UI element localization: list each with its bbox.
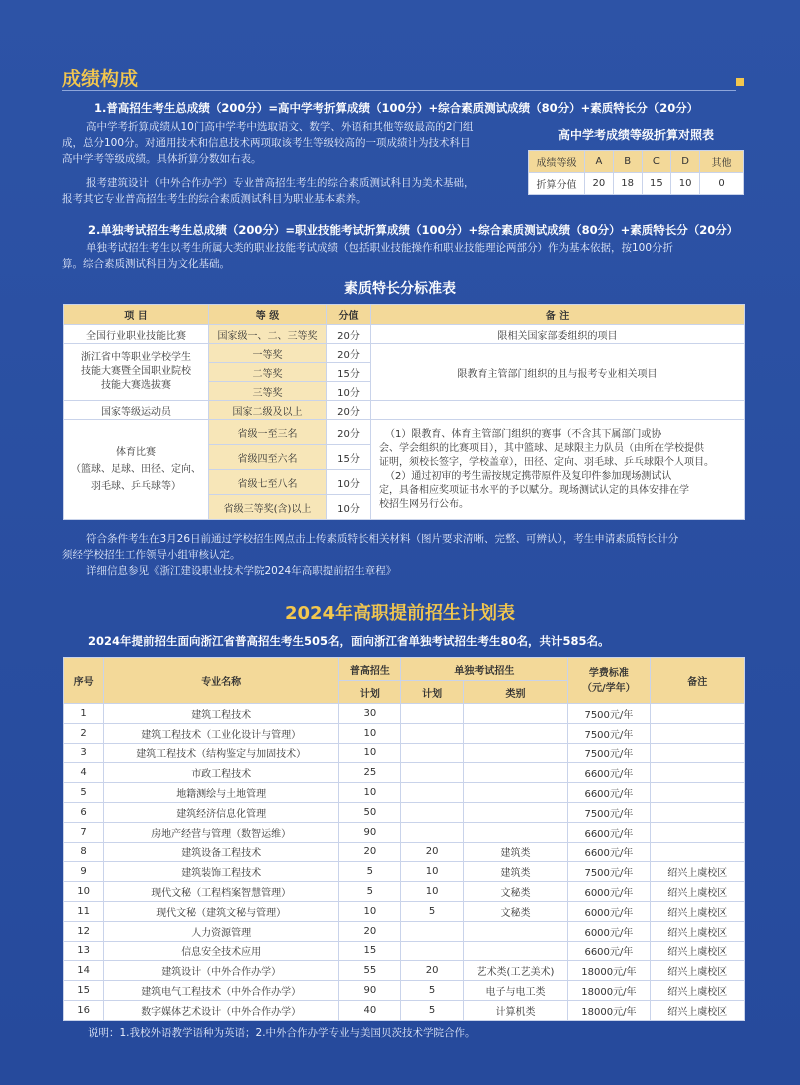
table-cell: 6000元/年 [568,901,650,921]
table-cell [463,743,567,763]
table-cell: 计算机类 [463,1000,567,1020]
table-cell [401,802,463,822]
part2-heading: 2.单独考试招生考生总成绩（200分）=职业技能考试折算成绩（100分）+综合素质测试成绩（80分）+素质特长分（20分） [88,223,739,237]
table-cell: 10 [401,882,463,902]
table-cell: 建筑装饰工程技术 [104,862,339,882]
table-cell: 20 [401,842,463,862]
table-cell: 现代文秘（建筑文秘与管理） [104,901,339,921]
table-cell: 3 [64,743,104,763]
table-cell [463,723,567,743]
table-cell: 绍兴上虞校区 [650,961,744,981]
table-cell [650,802,744,822]
table-cell: 11 [64,901,104,921]
table-cell [401,723,463,743]
section-rule-marker [736,78,744,86]
table-cell: 10 [339,901,401,921]
table-cell [463,763,567,783]
part1-heading: 1.普高招生考生总成绩（200分）=高中学考折算成绩（100分）+综合素质测试成绩（80分）+素质特长分（20分） [94,101,699,115]
plan-title: 2024年高职提前招生计划表 [284,603,516,624]
table-cell: 绍兴上虞校区 [650,921,744,941]
table-cell: 信息安全技术应用 [104,941,339,961]
table-cell [401,763,463,783]
table-cell [401,921,463,941]
table-cell: 建筑类 [463,842,567,862]
table-cell [401,743,463,763]
table-cell: 14 [64,961,104,981]
table-cell: 6600元/年 [568,763,650,783]
table-row [64,862,745,882]
table-cell: 18000元/年 [568,981,650,1001]
special-table: 项 目 等 级 分值 备 注 全国行业职业技能比赛 国家级一、二、三等奖 20分 限相关国家部委组织的项目 浙江省中等职业学校学生 技能大赛暨全国职业院校 技能大赛选拔赛 一等奖 20分 限教育主管部门组织的且与报考专业相关项目 二等奖 15分 三等奖 10分 国家等级运动员 国家二级及以上 20分 体育比赛 （篮球、足球、田径、定向、 羽毛球、乒乓球等） 省级一至三名 20分 （1）限教育、体育主管部门组织的赛事（不含其下属部门或协 会、学会组织的比赛项目），其中篮球、足球限主力队员（由所在学校提供 证明，须校长签字，学校盖章），田径、定向、羽毛球、乒乓球限个人项目。 （2）通过初审的考生需按规定携带原件及复印件参加现场测试认 定，具备相应奖项证书水平的予以赋分。现场测试认定的具体安排在学 校招生网另行公布。 省级四至六名 15分 省级七至八名 10分 省级三等奖(含)以上 10分 [63,304,745,520]
table-cell: 绍兴上虞校区 [650,882,744,902]
table-cell: 文秘类 [463,901,567,921]
table-cell: 90 [339,822,401,842]
table-row [64,961,745,981]
part1-paragraph-1: 高中学考折算成绩从10门高中学考中选取语文、数学、外语和其他等级最高的2门组 成，总分100分。对通用技术和信息技术两项取该考生等级较高的一项成绩计为技术科目 高中学考等级成绩。具体折算分数如右表。 [62,121,474,165]
table-cell: 文秘类 [463,882,567,902]
table-cell: 20 [339,842,401,862]
table-cell: 建筑经济信息化管理 [104,802,339,822]
table-cell: 7500元/年 [568,743,650,763]
table-cell [463,704,567,724]
table-cell: 数字媒体艺术设计（中外合作办学） [104,1000,339,1020]
grade-table: 成绩等级 A B C D 其他 折算分值 20 18 15 10 0 [528,150,744,195]
table-cell: 绍兴上虞校区 [650,901,744,921]
table-row [64,901,745,921]
table-cell: 建筑设计（中外合作办学） [104,961,339,981]
table-cell: 40 [339,1000,401,1020]
table-cell: 90 [339,981,401,1001]
table-cell [650,723,744,743]
section-rule [62,90,736,91]
table-cell: 艺术类(工艺美术) [463,961,567,981]
table-cell: 5 [401,1000,463,1020]
table-cell: 建筑类 [463,862,567,882]
plan-footnote: 说明：1.我校外语教学语种为英语；2.中外合作办学专业与美国贝茨技术学院合作。 [88,1027,476,1039]
table-cell: 建筑工程技术（工业化设计与管理） [104,723,339,743]
table-cell: 5 [339,862,401,882]
table-cell: 绍兴上虞校区 [650,981,744,1001]
table-row [64,981,745,1001]
table-cell: 10 [64,882,104,902]
table-cell: 绍兴上虞校区 [650,862,744,882]
table-cell: 10 [401,862,463,882]
table-cell: 人力资源管理 [104,921,339,941]
table-cell: 6000元/年 [568,882,650,902]
plan-summary: 2024年提前招生面向浙江省普高招生考生505名，面向浙江省单独考试招生考生80名，共计585名。 [88,634,610,648]
table-cell: 建筑工程技术（结构鉴定与加固技术） [104,743,339,763]
table-cell [463,941,567,961]
table-cell: 16 [64,1000,104,1020]
table-cell [463,783,567,803]
table-cell: 7500元/年 [568,704,650,724]
table-cell: 20 [339,921,401,941]
table-row [64,704,745,724]
table-cell: 现代文秘（工程档案智慧管理） [104,882,339,902]
table-cell: 10 [339,743,401,763]
table-cell: 绍兴上虞校区 [650,941,744,961]
table-cell [650,763,744,783]
table-cell: 10 [339,723,401,743]
table-row [64,723,745,743]
table-row [64,822,745,842]
table-cell [401,822,463,842]
table-cell [650,842,744,862]
table-cell: 7 [64,822,104,842]
table-cell [650,822,744,842]
table-cell: 30 [339,704,401,724]
table-cell: 6600元/年 [568,783,650,803]
table-cell: 6600元/年 [568,941,650,961]
part2-paragraph: 单独考试招生考生以考生所属大类的职业技能考试成绩（包括职业技能操作和职业技能理论两部分）作为基本依据，按100分折 算。综合素质测试科目为文化基础。 [62,242,674,270]
table-cell [401,704,463,724]
table-cell: 6000元/年 [568,921,650,941]
table-cell: 55 [339,961,401,981]
table-cell [401,941,463,961]
table-cell: 市政工程技术 [104,763,339,783]
table-cell: 房地产经营与管理（数智运维） [104,822,339,842]
table-row [64,921,745,941]
table-cell: 12 [64,921,104,941]
table-cell: 4 [64,763,104,783]
section-title: 成绩构成 [62,68,139,90]
table-cell: 1 [64,704,104,724]
table-cell: 25 [339,763,401,783]
table-cell: 绍兴上虞校区 [650,1000,744,1020]
table-row [64,743,745,763]
table-cell: 5 [64,783,104,803]
table-cell: 13 [64,941,104,961]
table-row [64,802,745,822]
table-cell [463,802,567,822]
table-cell: 20 [401,961,463,981]
table-cell: 电子与电工类 [463,981,567,1001]
table-cell: 10 [339,783,401,803]
table-row [64,882,745,902]
table-cell: 9 [64,862,104,882]
table-row [64,1000,745,1020]
table-cell: 50 [339,802,401,822]
table-cell: 建筑电气工程技术（中外合作办学） [104,981,339,1001]
table-cell: 地籍测绘与土地管理 [104,783,339,803]
table-cell [463,822,567,842]
table-cell: 6 [64,802,104,822]
table-cell: 15 [339,941,401,961]
table-row [64,941,745,961]
table-row [64,763,745,783]
table-cell: 7500元/年 [568,802,650,822]
table-cell: 8 [64,842,104,862]
plan-table: 序号 专业名称 普高招生 单独考试招生 学费标准 （元/学年） 备注 计划 计划 类别 1 建筑工程技术 30 7500元/年 2 建筑工程技术（工业化设计与管理） 10 7500元/年 3 建筑工程技术（结构鉴定与加固技术） 10 7500元/年 4 市政工程技术 25 6600元/年 5 地籍测绘与土地管理 10 6600元/年 6 建筑经济信息化管理 50 7500元/年 7 房地产经营与管理（数智运维） 90 6600元/年 8 建筑设备工程技术 20 20 建筑类 6600元/年 9 建筑装饰工程技术 5 10 建筑类 7500元/年 绍兴上虞校区 10 现代文秘（工程档案智慧管理） 5 10 文秘类 6000元/年 绍兴上虞校区 11 现代文秘（建筑文秘与管理） 10 5 文秘类 6000元/年 绍兴上虞校区 12 人力资源管理 20 6000元/年 绍兴上虞校区 13 信息安全技术应用 15 6600元/年 绍兴上虞校区 14 建筑设计（中外合作办学） 55 20 艺术类(工艺美术) 18000元/年 绍兴上虞校区 15 建筑电气工程技术（中外合作办学） 90 5 电子与电工类 18000元/年 绍兴上虞校区 16 数字媒体艺术设计（中外合作办学） 40 5 计算机类 18000元/年 绍兴上虞校区 [63,657,745,1021]
table-cell: 建筑设备工程技术 [104,842,339,862]
table-cell: 5 [339,882,401,902]
table-cell: 15 [64,981,104,1001]
table-cell [401,783,463,803]
table-cell: 18000元/年 [568,1000,650,1020]
table-cell [650,743,744,763]
table-cell: 6600元/年 [568,822,650,842]
table-cell: 7500元/年 [568,723,650,743]
notes-after: 符合条件考生在3月26日前通过学校招生网点击上传素质特长相关材料（图片要求清晰、完整、可辨认），考生申请素质特长计分 须经学校招生工作领导小组审核认定。 详细信息参见《浙江建设职业技术学院2024年高职提前招生章程》 [62,533,679,577]
table-cell [463,921,567,941]
special-table-title: 素质特长分标准表 [344,281,456,297]
table-cell: 2 [64,723,104,743]
table-cell [650,783,744,803]
table-cell: 6600元/年 [568,842,650,862]
table-cell: 18000元/年 [568,961,650,981]
table-cell: 建筑工程技术 [104,704,339,724]
table-row [64,842,745,862]
grade-table-title: 高中学考成绩等级折算对照表 [557,128,714,142]
table-cell: 7500元/年 [568,862,650,882]
table-row [64,783,745,803]
table-cell: 5 [401,981,463,1001]
table-cell: 5 [401,901,463,921]
part1-paragraph-2: 报考建筑设计（中外合作办学）专业普高招生考生的综合素质测试科目为美术基础， 报考其它专业普高招生考生的综合素质测试科目为职业基本素养。 [62,177,475,205]
table-cell [650,704,744,724]
